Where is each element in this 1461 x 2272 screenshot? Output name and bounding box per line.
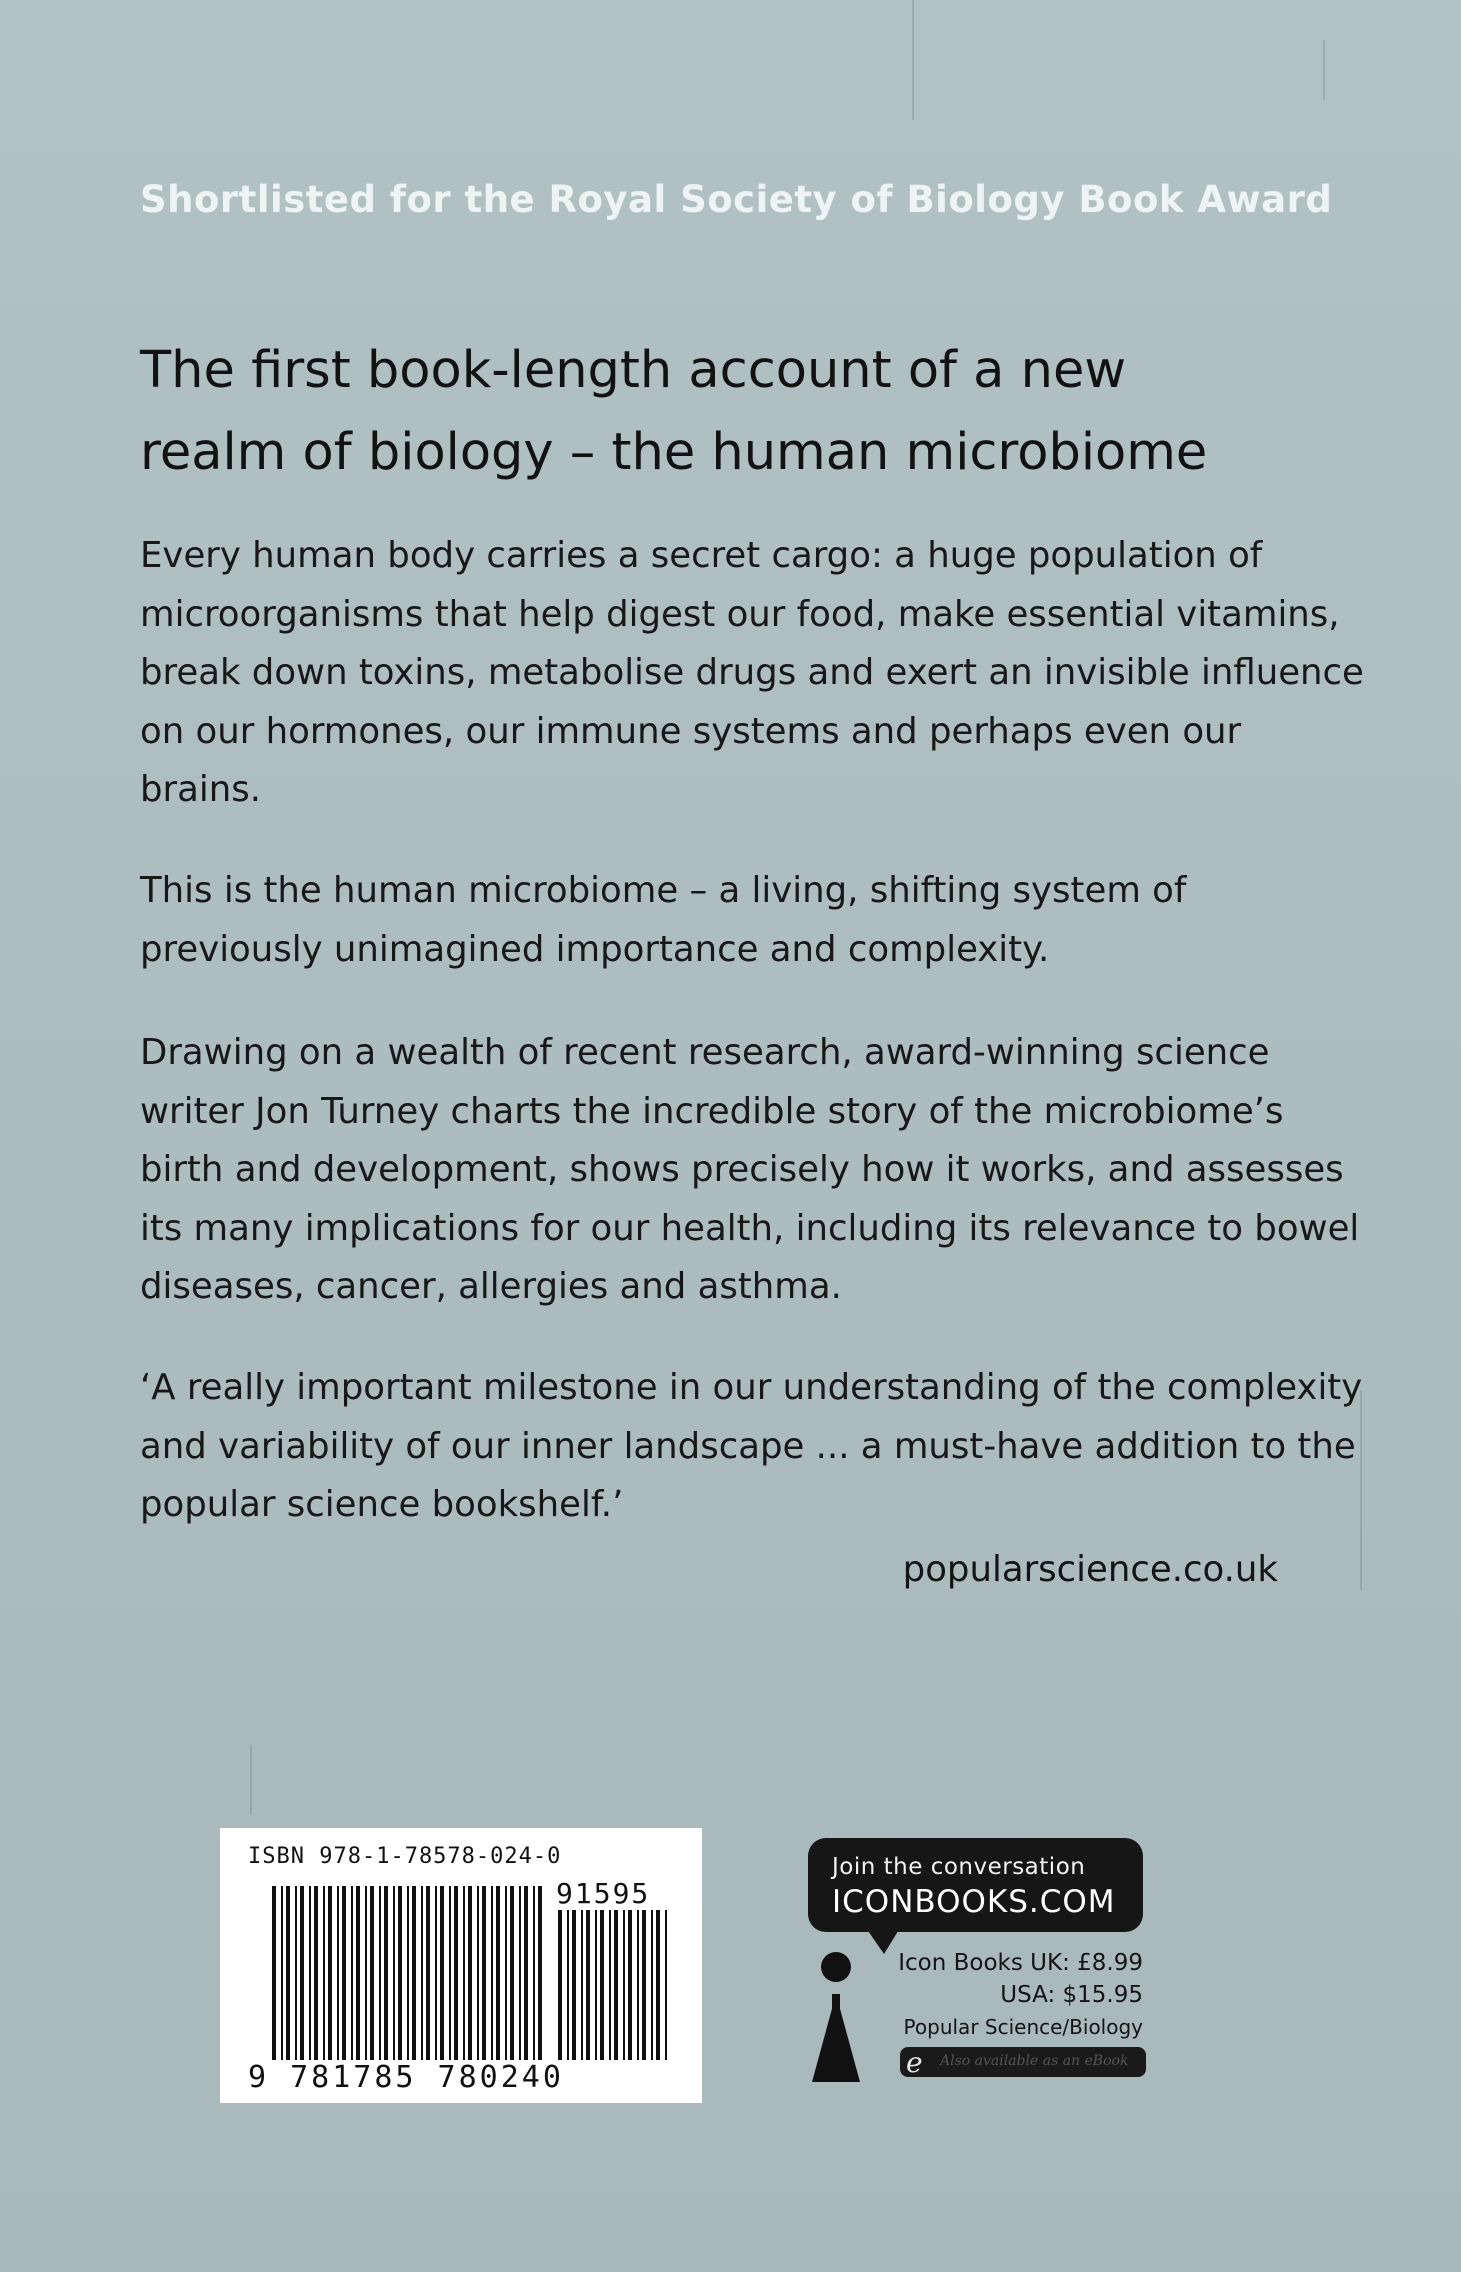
ebook-text: Also available as an eBook: [940, 2053, 1129, 2069]
barcode-bar: [581, 1910, 583, 2060]
award-line: Shortlisted for the Royal Society of Biology Book Award: [140, 178, 1333, 221]
barcode-bar: [651, 1910, 653, 2060]
barcode-bar: [628, 1910, 632, 2060]
isbn-barcode: [220, 1828, 702, 2103]
barcode-addon-number: 91595: [556, 1877, 651, 1910]
blurb-paragraph-2: This is the human microbiome – a living, shifting system of previously unimagined importance and complexity.: [140, 870, 1187, 970]
barcode-bar: [328, 1886, 332, 2060]
ebook-icon: e: [906, 2046, 923, 2079]
barcode-bar: [309, 1886, 311, 2060]
barcode-bar: [379, 1886, 381, 2060]
promo-website: ICONBOOKS.COM: [832, 1884, 1116, 1920]
barcode-bar: [314, 1886, 318, 2060]
barcode-bar: [600, 1910, 604, 2060]
barcode-bar: [435, 1886, 437, 2060]
barcode-bar: [412, 1886, 416, 2060]
barcode-bar: [272, 1886, 276, 2060]
barcode-bar: [300, 1886, 304, 2060]
barcode-bar: [519, 1886, 521, 2060]
headline-line-2: realm of biology – the human microbiome: [140, 423, 1208, 482]
barcode-bar: [637, 1910, 639, 2060]
barcode-bar: [426, 1886, 430, 2060]
ebook-badge: [900, 2047, 1146, 2077]
price-uk: Icon Books UK: £8.99: [898, 1950, 1143, 1976]
barcode-bar: [567, 1910, 569, 2060]
isbn-number: ISBN 978-1-78578-024-0: [248, 1844, 562, 1869]
barcode-bar: [505, 1886, 507, 2060]
barcode-bar: [642, 1910, 646, 2060]
barcode-bar: [623, 1910, 625, 2060]
barcode-bar: [482, 1886, 486, 2060]
barcode-bar: [463, 1886, 465, 2060]
barcode-bar: [281, 1886, 283, 2060]
barcode-bar: [365, 1886, 367, 2060]
barcode-bar: [586, 1910, 590, 2060]
blurb-paragraph-1: Every human body carries a secret cargo: a huge population of microorganisms that help digest our food, make essential vitamins, break down toxins, metabolise drugs and exert an invisible influence on our hormones, our immune systems and perhaps even our brains.: [140, 535, 1364, 810]
blurb-paragraph-3: Drawing on a wealth of recent research, award-winning science writer Jon Turney charts the incredible story of the microbiome’s birth and development, shows precisely how it works, and assesses its many implications for our health, including its relevance to bowel diseases, cancer, allergies and asthma.: [140, 1032, 1360, 1307]
barcode-bar: [595, 1910, 597, 2060]
quote-source: popularscience.co.uk: [902, 1549, 1278, 1590]
barcode-bar: [323, 1886, 325, 2060]
barcode-bar: [491, 1886, 493, 2060]
barcode-bar: [609, 1910, 611, 2060]
barcode-bar: [614, 1910, 618, 2060]
barcode-bar: [421, 1886, 423, 2060]
barcode-bar: [351, 1886, 353, 2060]
price-usa: USA: $15.95: [1000, 1982, 1143, 2008]
barcode-bar: [370, 1886, 374, 2060]
barcode-bar: [538, 1886, 542, 2060]
barcode-bar: [295, 1886, 297, 2060]
barcode-bar: [558, 1910, 562, 2060]
barcode-bar: [286, 1886, 290, 2060]
scan-artifact: [1323, 40, 1325, 100]
barcode-bar: [393, 1886, 395, 2060]
barcode-bar: [356, 1886, 360, 2060]
barcode-bar: [524, 1886, 528, 2060]
barcode-bar: [440, 1886, 444, 2060]
promo-line-1: Join the conversation: [832, 1854, 1086, 1880]
barcode-bar: [407, 1886, 409, 2060]
icon-books-logo-icon: [808, 1950, 864, 2088]
ean-number: 9 781785 780240: [248, 2060, 564, 2095]
review-quote: ‘A really important milestone in our understanding of the complexity and variability of our inner landscape ... a must-have addition to the popular science bookshelf.’: [140, 1367, 1363, 1525]
barcode-bar: [342, 1886, 346, 2060]
category-label: Popular Science/Biology: [903, 2015, 1143, 2039]
barcode-bar: [510, 1886, 514, 2060]
barcode-bar: [496, 1886, 500, 2060]
barcode-bar: [533, 1886, 535, 2060]
headline-line-1: The first book-length account of a new: [140, 341, 1127, 400]
barcode-bar: [665, 1910, 667, 2060]
barcode-bar: [337, 1886, 339, 2060]
barcode-bar: [398, 1886, 402, 2060]
barcode-bar: [468, 1886, 472, 2060]
scan-artifact: [912, 0, 914, 120]
barcode-bar: [656, 1910, 660, 2060]
website-badge: [808, 1838, 1143, 1932]
barcode-bar: [454, 1886, 458, 2060]
barcode-bar: [449, 1886, 451, 2060]
headline: [140, 330, 1340, 494]
barcode-bar: [477, 1886, 479, 2060]
scan-artifact: [250, 1745, 252, 1815]
barcode-bar: [572, 1910, 576, 2060]
barcode-bar: [384, 1886, 388, 2060]
